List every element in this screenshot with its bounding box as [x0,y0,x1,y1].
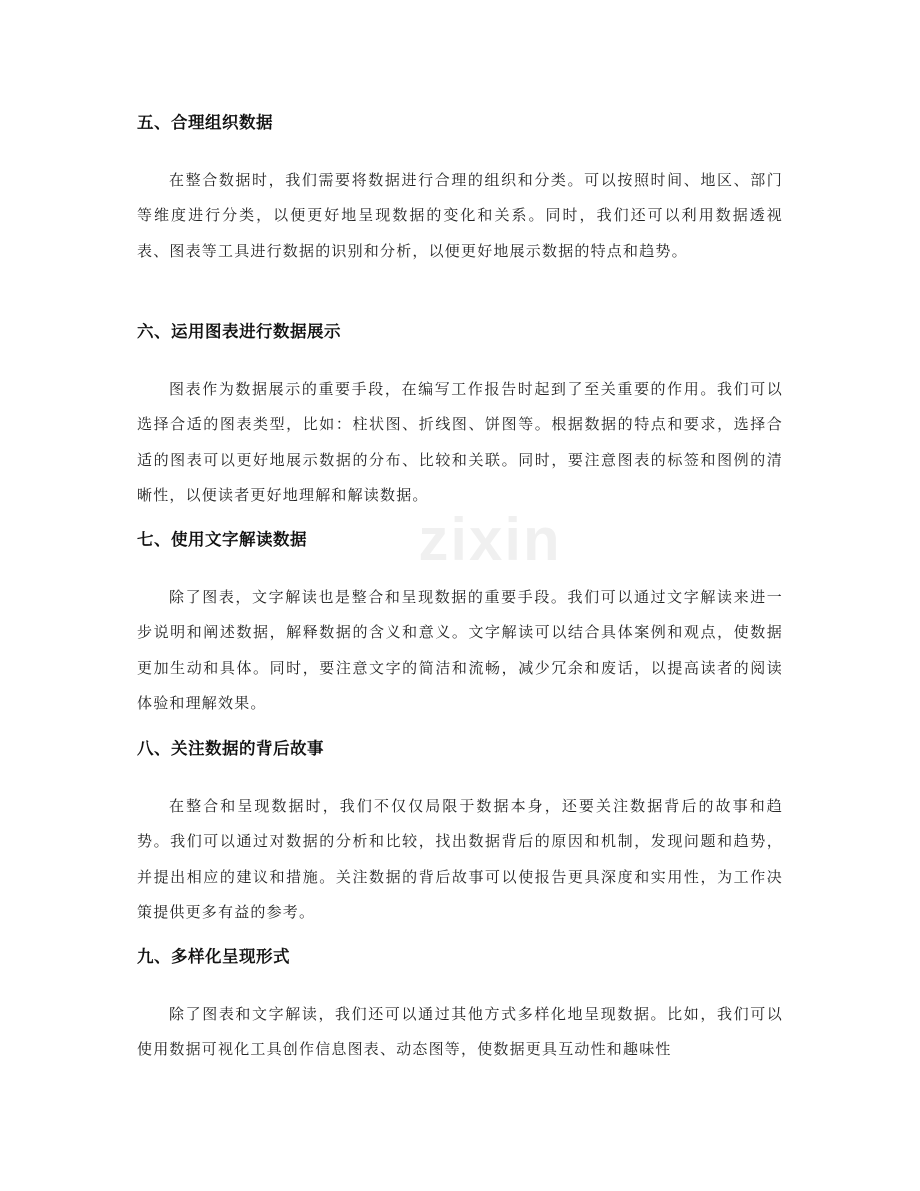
section-7 [137,528,783,722]
watermark-logo: zixin [418,506,562,573]
section-8 [137,737,783,931]
section-paragraph: 除了图表和文字解读，我们还可以通过其他方式多样化地呈现数据。比如，我们可以使用数据可视化工具创作信息图表、动态图等，使数据更具互动性和趣味性 [137,1005,783,1059]
section-9 [137,945,783,1068]
section-heading: 八、关注数据的背后故事 [137,739,324,758]
section-paragraph: 在整合和呈现数据时，我们不仅仅局限于数据本身，还要关注数据背后的故事和趋势。我们可以通过对数据的分析和比较，找出数据背后的原因和机制，发现问题和趋势，并提出相应的建议和措施。关注数据的背后故事可以使报告更具深度和实用性，为工作决策提供更多有益的参考。 [137,797,783,922]
section-paragraph: 图表作为数据展示的重要手段，在编写工作报告时起到了至关重要的作用。我们可以选择合适的图表类型，比如：柱状图、折线图、饼图等。根据数据的特点和要求，选择合适的图表可以更好地展示数据的分布、比较和关联。同时，要注意图表的标签和图例的清晰性，以便读者更好地理解和解读数据。 [137,380,783,505]
section-paragraph: 在整合数据时，我们需要将数据进行合理的组织和分类。可以按照时间、地区、部门等维度进行分类，以便更好地呈现数据的变化和关系。同时，我们还可以利用数据透视表、图表等工具进行数据的识别和分析，以便更好地展示数据的特点和趋势。 [137,171,783,260]
section-heading: 九、多样化呈现形式 [137,947,290,966]
section-paragraph: 除了图表，文字解读也是整合和呈现数据的重要手段。我们可以通过文字解读来进一步说明和阐述数据，解释数据的含义和意义。文字解读可以结合具体案例和观点，使数据更加生动和具体。同时，要注意文字的简洁和流畅，减少冗余和废话，以提高读者的阅读体验和理解效果。 [137,588,783,713]
section-heading: 五、合理组织数据 [137,113,273,132]
section-heading: 六、运用图表进行数据展示 [137,322,341,341]
section-heading: 七、使用文字解读数据 [137,530,307,549]
section-5 [137,111,783,269]
section-6 [137,320,783,514]
